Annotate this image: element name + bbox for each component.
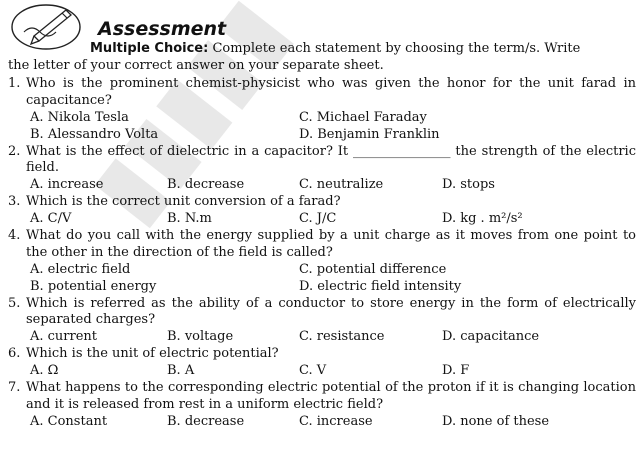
- question-text-row: [8, 76, 636, 110]
- option-d[interactable]: D. Benjamin Franklin: [299, 126, 440, 142]
- option-c[interactable]: C. J/C: [299, 210, 337, 226]
- question-text-row: [8, 380, 636, 414]
- option-b[interactable]: B. potential energy: [30, 278, 157, 294]
- option-c[interactable]: C. potential difference: [299, 261, 447, 277]
- page-title: Assessment: [98, 18, 227, 40]
- question-1: [8, 76, 636, 144]
- question-number: 1.: [8, 76, 21, 91]
- question-text-row: [8, 228, 636, 262]
- option-a[interactable]: A. Nikola Tesla: [30, 109, 129, 125]
- question-4: [8, 228, 636, 296]
- option-a[interactable]: A. electric field: [30, 261, 131, 277]
- question-text-row: [8, 144, 636, 178]
- instructions-label: Multiple Choice:: [90, 41, 209, 56]
- option-a[interactable]: A. C/V: [30, 210, 72, 226]
- question-6: [8, 346, 636, 380]
- option-a[interactable]: A. increase: [30, 177, 104, 193]
- option-c[interactable]: C. Michael Faraday: [299, 109, 427, 125]
- question-number: 6.: [8, 346, 21, 362]
- question-number: 4.: [8, 227, 21, 243]
- question-2: [8, 144, 636, 195]
- question-number: 5.: [8, 295, 21, 311]
- option-c[interactable]: C. neutralize: [299, 177, 384, 193]
- question-text-row: [8, 194, 636, 211]
- question-7: [8, 380, 636, 431]
- instructions: [8, 40, 634, 74]
- options-row: [8, 363, 636, 380]
- option-a[interactable]: A. Constant: [30, 413, 108, 429]
- options-row: [8, 279, 636, 296]
- question-text: Which is referred as the ability of a conductor to store energy in the form of electrically separated charges?: [26, 295, 636, 328]
- options-row: [8, 110, 636, 127]
- question-text: Which is the correct unit conversion of a farad?: [26, 194, 341, 210]
- question-text-row: [8, 346, 636, 363]
- options-row: [8, 177, 636, 194]
- option-c[interactable]: C. V: [299, 362, 327, 378]
- option-a[interactable]: A. current: [30, 329, 98, 345]
- option-b[interactable]: B. decrease: [167, 177, 245, 193]
- question-text: What happens to the corresponding electric potential of the proton if it is changing location and it is released from rest in a uniform electric field?: [26, 379, 636, 412]
- option-d[interactable]: D. stops: [442, 177, 495, 193]
- option-c[interactable]: C. resistance: [299, 329, 385, 345]
- question-5: [8, 296, 636, 347]
- question-list: [8, 76, 636, 431]
- option-a[interactable]: A. Ω: [30, 362, 59, 378]
- option-d[interactable]: D. F: [442, 362, 470, 378]
- option-d[interactable]: D. capacitance: [442, 329, 540, 345]
- option-b[interactable]: B. Alessandro Volta: [30, 126, 159, 142]
- option-c[interactable]: C. increase: [299, 413, 373, 429]
- option-b[interactable]: B. voltage: [167, 329, 234, 345]
- question-text: Who is the prominent chemist-physicist who was given the honor for the unit farad in capacitance?: [26, 76, 636, 108]
- question-number: 2.: [8, 143, 21, 159]
- option-b[interactable]: B. decrease: [167, 413, 245, 429]
- instructions-line-1: [8, 40, 634, 57]
- question-3: [8, 194, 636, 228]
- option-d[interactable]: D. none of these: [442, 413, 550, 429]
- option-b[interactable]: B. N.m: [167, 210, 212, 226]
- instructions-text-2: the letter of your correct answer on your separate sheet.: [8, 58, 384, 73]
- instructions-text-1: Complete each statement by choosing the term/s. Write: [208, 41, 581, 56]
- options-row: [8, 329, 636, 346]
- option-d[interactable]: D. electric field intensity: [299, 278, 462, 294]
- options-row: [8, 211, 636, 228]
- question-number: 3.: [8, 194, 21, 210]
- options-row: [8, 262, 636, 279]
- question-number: 7.: [8, 379, 21, 395]
- question-text-row: [8, 296, 636, 330]
- question-text: Which is the unit of electric potential?: [26, 346, 279, 362]
- option-d[interactable]: D. kg . m²/s²: [442, 210, 523, 226]
- question-text: What do you call with the energy supplied by a unit charge as it moves from one point to the other in the direction of the field is called?: [26, 227, 636, 260]
- question-text: What is the effect of dielectric in a capacitor? It _______________ the strength of the electric field.: [26, 143, 636, 176]
- options-row: [8, 127, 636, 144]
- options-row: [8, 414, 636, 431]
- option-b[interactable]: B. A: [167, 362, 195, 378]
